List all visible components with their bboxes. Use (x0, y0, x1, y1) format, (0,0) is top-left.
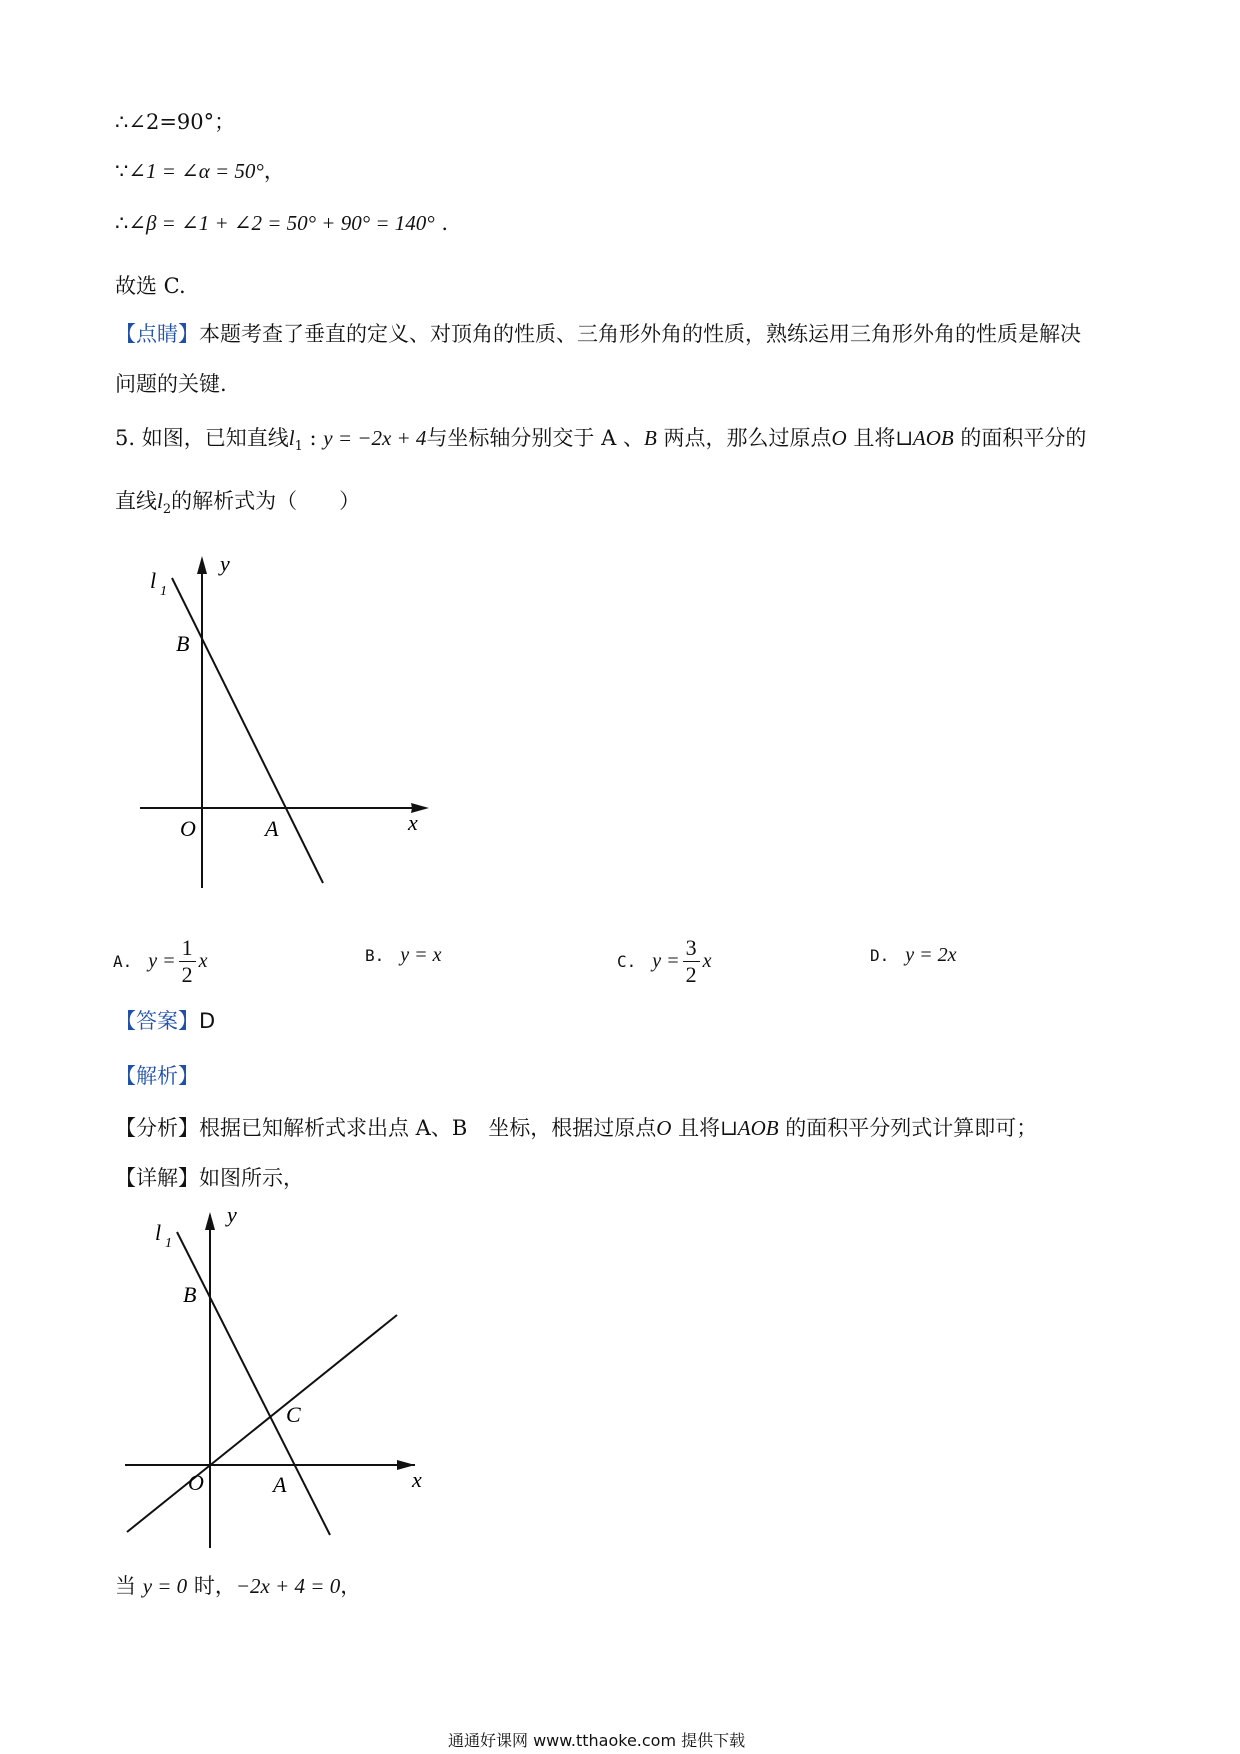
label-l1: l (155, 1220, 162, 1245)
y-axis-arrow (197, 556, 207, 574)
last-line: 当 y = 0 时，−2x + 4 = 0， (115, 1574, 362, 1598)
text-line-angle-beta: ∴∠β = ∠1 + ∠2 = 50° + 90° = 140° . (115, 211, 449, 235)
label-l1: l (150, 568, 157, 593)
label-b: B (183, 1282, 197, 1307)
xiangjie-line: 【详解】如图所示， (115, 1166, 304, 1190)
label-a: A (265, 816, 279, 841)
text-line-angle1: ∵∠1 = ∠α = 50°， (115, 159, 285, 183)
line-oc (127, 1315, 397, 1532)
analysis-line (115, 1060, 199, 1090)
label-b: B (176, 631, 190, 656)
label-c: C (286, 1402, 301, 1427)
option-c: C. y = $\frac{3}{2}$ x (617, 935, 712, 987)
answer-line: 【答案】D (115, 1009, 216, 1033)
option-b: B. y = x (365, 944, 442, 966)
footer-watermark: 通通好课网 www.tthaoke.com 提供下载 (448, 1731, 746, 1750)
text-line-dianjing: 【点睛】本题考查了垂直的定义、对顶角的性质、三角形外角的性质，熟练运用三角形外角的性质是解决 (115, 322, 1081, 346)
text-line-dianjing-cont: 问题的关键. (115, 372, 227, 396)
option-a: A. y = $\frac{1}{2}$ x (113, 935, 208, 987)
dianjing-label: 【点睛】 (115, 322, 199, 346)
option-d: D. y = 2x (870, 944, 957, 966)
label-a: A (273, 1472, 287, 1497)
label-y: y (227, 1210, 237, 1227)
y-axis-arrow (205, 1212, 215, 1230)
fenxi-line: 【分析】根据已知解析式求出点 A、B 坐标，根据过原点O 且将⊔AOB 的面积平分列式计算即可； (115, 1116, 1038, 1140)
label-o: O (188, 1470, 204, 1495)
label-o: O (180, 816, 196, 841)
question-5-line2: 直线$l_2$的解析式为（ ） (115, 489, 361, 518)
label-l1-sub: 1 (165, 1236, 172, 1251)
answer-label: 【答案】 (115, 1009, 199, 1033)
figure-2-graph (115, 1210, 435, 1550)
label-x: x (412, 1467, 422, 1492)
label-y: y (220, 551, 230, 576)
analysis-label: 【解析】 (115, 1064, 199, 1088)
text-line-angle2: ∴∠2=90°； (115, 110, 236, 134)
figure-1-graph (130, 548, 440, 898)
label-x: x (408, 810, 418, 835)
text-line-choice: 故选 C. (115, 274, 186, 298)
label-l1-sub: 1 (160, 584, 167, 599)
question-5-line1: 5. 如图，已知直线$l_1$ : y = −2x + 4与坐标轴分别交于 A 、B 两点，那么过原点O 且将⊔AOB 的面积平分的 (115, 426, 1087, 455)
